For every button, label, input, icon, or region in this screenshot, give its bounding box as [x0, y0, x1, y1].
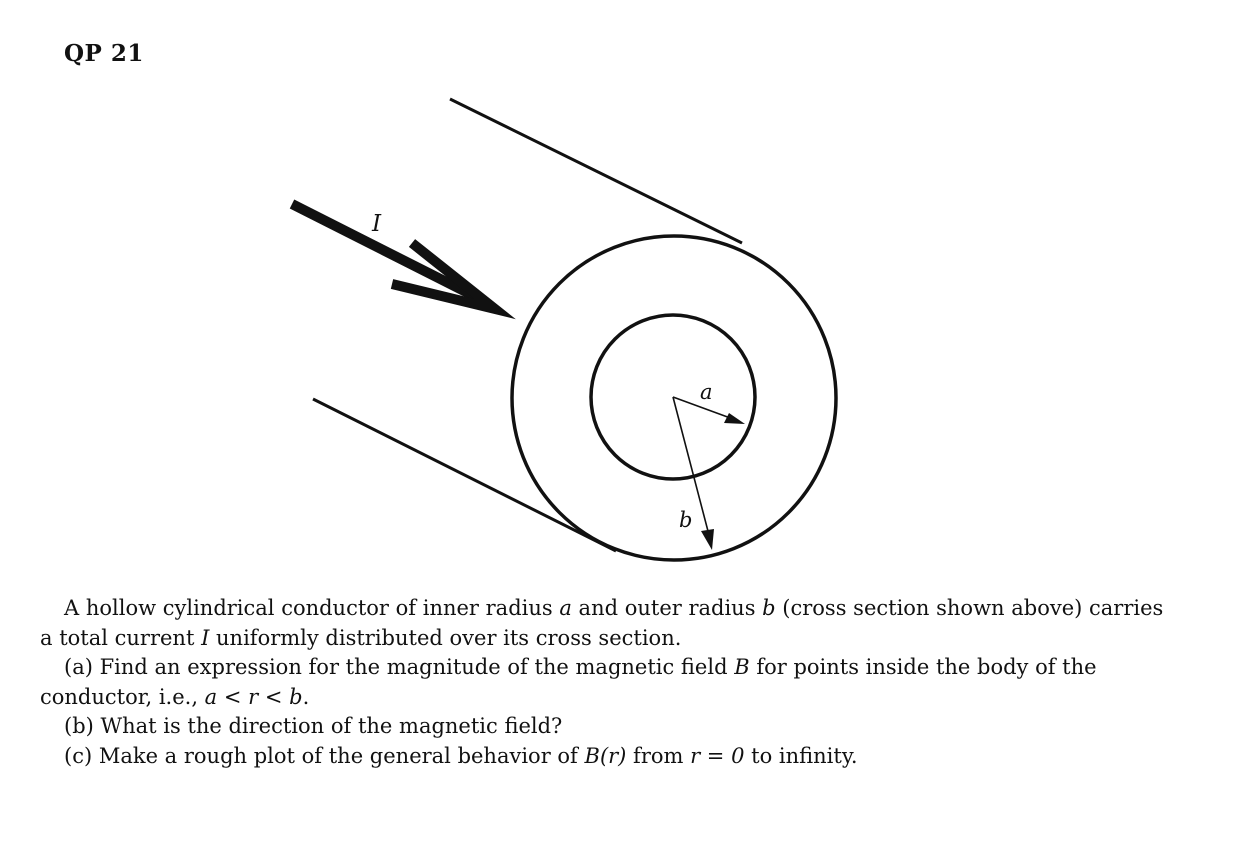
current-label: I [372, 211, 382, 237]
question-b: (b) What is the direction of the magnetic field? [64, 714, 563, 738]
question-c: (c) Make a rough plot of the general behavior of B(r) from r = 0 to infinity. [64, 743, 858, 768]
problem-intro: A hollow cylindrical conductor of inner radius a and outer radius b (cross section shown above) carries a total current I uniformly distributed over its cross section. [40, 596, 1164, 650]
current-arrow-icon [292, 204, 495, 309]
cylinder-top-edge [450, 99, 742, 243]
inner-radius-label: a [700, 380, 713, 404]
outer-radius-label: b [679, 508, 693, 532]
cylinder-bottom-edge [313, 399, 616, 551]
problem-heading: QP 21 [64, 40, 144, 67]
question-a: (a) Find an expression for the magnitude of the magnetic field B for points inside the body of the conductor, i.e., a < r < b. [40, 655, 1097, 709]
problem-statement [40, 594, 1180, 771]
